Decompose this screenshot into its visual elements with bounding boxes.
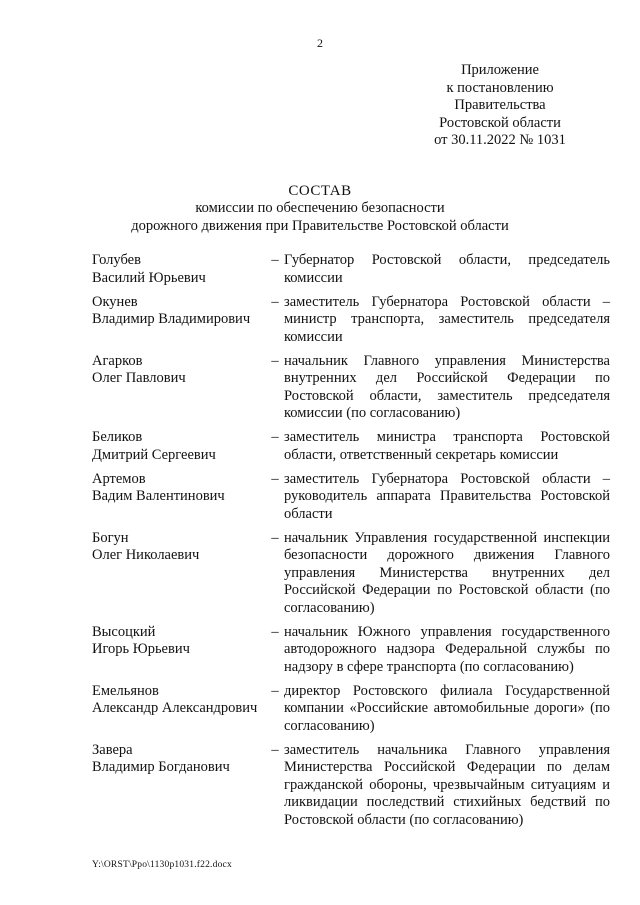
member-row — [92, 252, 610, 287]
member-row — [92, 624, 610, 677]
member-surname: Высоцкий — [92, 623, 156, 640]
document-subtitle: дорожного движения при Правительстве Ростовской области — [131, 217, 509, 234]
member-dash: – — [271, 682, 279, 699]
member-surname: Завера — [92, 741, 133, 758]
document-title: СОСТАВ — [288, 183, 352, 199]
appendix-block — [415, 62, 585, 150]
member-name — [92, 252, 266, 287]
member-surname: Емельянов — [92, 682, 159, 699]
member-name — [92, 742, 266, 830]
member-dash: – — [271, 429, 279, 445]
appendix-line: Ростовской области — [439, 114, 561, 131]
member-role: начальник Южного управления государственного автодорожного надзора Федеральной службы по надзору в сфере транспорта (по согласованию) — [284, 623, 610, 675]
member-given-name: Дмитрий Сергеевич — [92, 446, 216, 463]
member-role: заместитель Губернатора Ростовской области – министр транспорта, заместитель председателя комиссии — [284, 293, 610, 345]
member-role: начальник Управления государственной инспекции безопасности дорожного движения Главного управления Министерства внутренних дел Российской Федерации по Ростовской области (по согласованию) — [284, 529, 610, 616]
member-row — [92, 742, 610, 830]
member-role: начальник Главного управления Министерства внутренних дел Российской Федерации по Ростовской области, заместитель председателя комиссии (по согласованию) — [284, 352, 610, 421]
member-row — [92, 353, 610, 423]
appendix-line: к постановлению — [446, 79, 554, 96]
member-dash: – — [271, 623, 279, 640]
member-dash: – — [271, 252, 279, 268]
document-subtitle: комиссии по обеспечению безопасности — [195, 200, 445, 216]
title-block — [0, 182, 640, 235]
members-list — [92, 252, 610, 836]
member-dash: – — [271, 741, 279, 758]
member-given-name: Игорь Юрьевич — [92, 641, 190, 657]
member-surname: Беликов — [92, 429, 143, 445]
member-name — [92, 530, 266, 618]
member-name — [92, 471, 266, 524]
member-name — [92, 294, 266, 347]
member-given-name: Владимир Богданович — [92, 759, 230, 775]
member-dash: – — [271, 470, 279, 487]
member-given-name: Вадим Валентинович — [92, 488, 225, 504]
member-role: заместитель начальника Главного управления Министерства Российской Федерации по делам гражданской обороны, чрезвычайным ситуациям и ликвидации последствий стихийных бедствий по Ростовской области (по согласованию) — [284, 741, 610, 828]
member-name — [92, 353, 266, 423]
member-name — [92, 683, 266, 736]
file-path-footer: Y:\ORST\Ppo\1130p1031.f22.docx — [92, 860, 232, 870]
member-role: заместитель Губернатора Ростовской области – руководитель аппарата Правительства Ростовской области — [284, 470, 610, 522]
appendix-line: Правительства — [454, 97, 546, 113]
page-number: 2 — [317, 36, 323, 50]
member-given-name: Александр Александрович — [92, 700, 258, 716]
member-given-name: Василий Юрьевич — [92, 269, 206, 286]
member-surname: Окунев — [92, 293, 138, 310]
member-row — [92, 530, 610, 618]
member-surname: Артемов — [92, 470, 146, 487]
member-dash: – — [271, 352, 279, 369]
appendix-line: Приложение — [461, 62, 539, 78]
member-row — [92, 429, 610, 464]
member-given-name: Олег Павлович — [92, 370, 186, 386]
member-surname: Богун — [92, 529, 129, 546]
member-row — [92, 471, 610, 524]
member-given-name: Владимир Владимирович — [92, 311, 251, 327]
member-given-name: Олег Николаевич — [92, 547, 200, 563]
member-role: заместитель министра транспорта Ростовской области, ответственный секретарь комиссии — [284, 429, 610, 463]
member-role: Губернатор Ростовской области, председатель комиссии — [284, 252, 610, 286]
member-role: директор Ростовского филиала Государственной компании «Российские автомобильные дороги» (по согласованию) — [284, 682, 610, 734]
member-dash: – — [271, 293, 279, 310]
member-surname: Агарков — [92, 352, 143, 369]
member-row — [92, 294, 610, 347]
appendix-line: от 30.11.2022 № 1031 — [434, 132, 566, 148]
member-surname: Голубев — [92, 252, 141, 268]
member-name — [92, 429, 266, 464]
member-row — [92, 683, 610, 736]
member-dash: – — [271, 529, 279, 546]
member-name — [92, 624, 266, 677]
